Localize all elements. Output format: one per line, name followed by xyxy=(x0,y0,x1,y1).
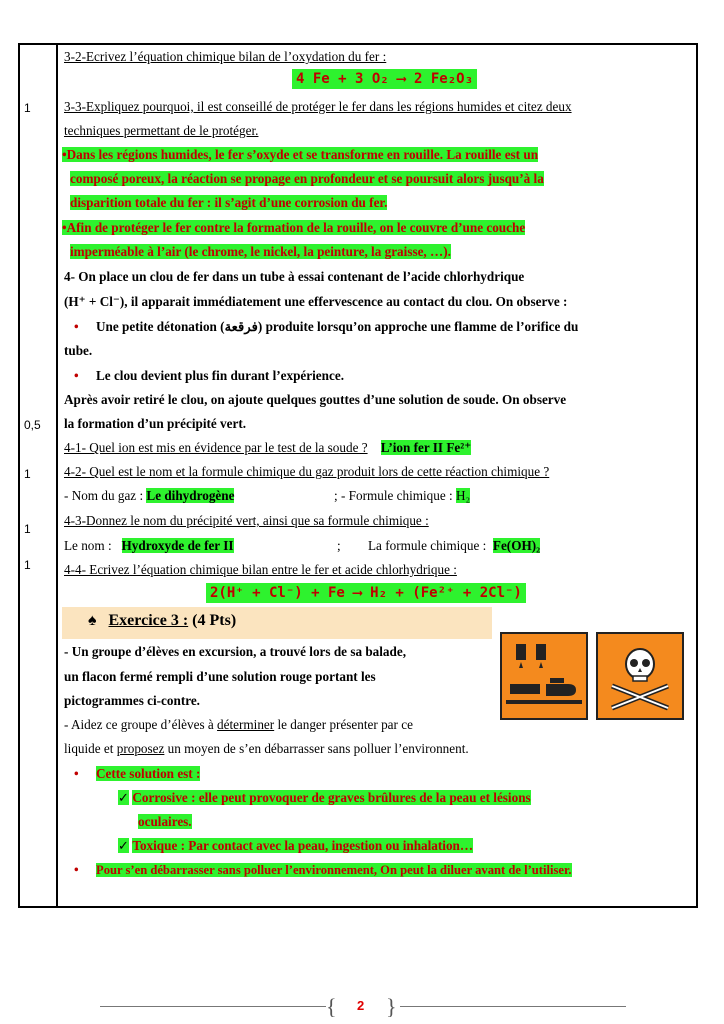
exercise-3-title: Exercice 3 : xyxy=(108,612,189,629)
precipitate-formula-answer: Fe(OH)₂ xyxy=(492,538,541,553)
solution-disposal: Pour s’en débarrasser sans polluer l’environnement, On peut la diluer avant de l’utiliser. xyxy=(96,863,572,877)
check-icon: ✓ xyxy=(118,790,130,805)
exercise-3-text: un flacon fermé rempli d’une solution rouge portant les xyxy=(64,669,376,684)
question-3-2: 3-2-Ecrivez l’équation chimique bilan de l’oxydation du fer : xyxy=(64,49,387,64)
answer-rust-line: •Dans les régions humides, le fer s’oxyde et se transforme en rouille. La rouille est un xyxy=(62,147,539,162)
footer-rule-left xyxy=(100,1006,326,1007)
exercise-3-task: - Aidez ce groupe d’élèves à xyxy=(64,717,214,732)
corrosive-icon xyxy=(502,634,586,718)
part-4-soda: Après avoir retiré le clou, on ajoute quelques gouttes d’une solution de soude. On observe xyxy=(64,392,567,407)
exercise-3-task: le danger présenter par ce xyxy=(277,717,413,732)
spade-icon: ♠ xyxy=(88,612,97,629)
question-4-3: 4-3-Donnez le nom du précipité vert, ainsi que sa formule chimique : xyxy=(64,513,429,528)
answer-protection-line: imperméable à l’air (le chrome, le nickel, la peinture, la graisse, …). xyxy=(70,244,451,259)
gas-formula-answer: H₂ xyxy=(455,488,471,503)
solution-heading: Cette solution est : xyxy=(96,766,201,781)
solution-corrosive: Corrosive : elle peut provoquer de graves brûlures de la peau et lésions xyxy=(132,790,531,805)
score-mark: 1 xyxy=(24,558,31,572)
exercise-3-points: (4 Pts) xyxy=(192,612,237,629)
equation-oxidation: 4 Fe + 3 O₂ ⟶ 2 Fe₂O₃ xyxy=(292,69,477,89)
question-4-1: 4-1- Quel ion est mis en évidence par le test de la soude ? xyxy=(64,440,368,455)
footer-brace-left: { xyxy=(326,994,337,1019)
precipitate-name-label: Le nom : xyxy=(64,538,112,553)
exercise-3-task: liquide et xyxy=(64,741,114,756)
answer-protection-line: •Afin de protéger le fer contre la formation de la rouille, on le couvre d’une couche xyxy=(62,220,526,235)
skull-crossbones-icon xyxy=(598,634,682,718)
part-4-intro-cont: (H⁺ + Cl⁻), il apparait immédiatement une effervescence au contact du clou. On observe : xyxy=(64,294,568,309)
score-mark: 1 xyxy=(24,101,31,115)
footer-rule-right xyxy=(400,1006,626,1007)
score-mark: 1 xyxy=(24,522,31,536)
observation-1: Une petite détonation (فرقعة) produite lorsqu’on approche une flamme de l’orifice du xyxy=(96,319,579,334)
answer-rust-line: disparition totale du fer : il s’agit d’une corrosion du fer. xyxy=(70,195,388,210)
toxic-pictogram xyxy=(596,632,684,720)
solution-toxic: Toxique : Par contact avec la peau, ingestion ou inhalation… xyxy=(132,838,474,853)
exercise-3-text: - Un groupe d’élèves en excursion, a trouvé lors de sa balade, xyxy=(64,644,407,659)
gas-name-label: - Nom du gaz : xyxy=(64,488,144,503)
check-icon: ✓ xyxy=(118,838,130,853)
exercise-3-text: pictogrammes ci-contre. xyxy=(64,693,200,708)
exercise-3-task-verb: proposez xyxy=(116,741,165,756)
precipitate-name-answer: Hydroxyde de fer II xyxy=(121,538,234,553)
question-3-3-cont: techniques permettant de le protéger. xyxy=(64,123,259,138)
answer-4-1: L’ion fer II Fe²⁺ xyxy=(380,440,472,455)
answer-rust-line: composé poreux, la réaction se propage en profondeur et se poursuit alors jusqu’à la xyxy=(70,171,544,186)
gas-formula-label: ; - Formule chimique : xyxy=(334,488,453,503)
precipitate-formula-label: La formule chimique : xyxy=(368,538,487,553)
solution-corrosive-cont: oculaires. xyxy=(138,814,192,829)
page-number: 2 xyxy=(357,998,365,1013)
question-4-2: 4-2- Quel est le nom et la formule chimique du gaz produit lors de cette réaction chimique ? xyxy=(64,464,550,479)
margin-divider xyxy=(56,43,58,908)
score-mark: 1 xyxy=(24,467,31,481)
observation-1-cont: tube. xyxy=(64,343,93,358)
score-mark: 0,5 xyxy=(24,418,41,432)
question-3-3: 3-3-Expliquez pourquoi, il est conseillé de protéger le fer dans les régions humides et citez deux xyxy=(64,99,572,114)
equation-acid: 2(H⁺ + Cl⁻) + Fe ⟶ H₂ + (Fe²⁺ + 2Cl⁻) xyxy=(206,583,526,603)
part-4-intro: 4- On place un clou de fer dans un tube à essai contenant de l’acide chlorhydrique xyxy=(64,269,525,284)
footer-brace-right: } xyxy=(386,994,397,1019)
question-4-4: 4-4- Ecrivez l’équation chimique bilan entre le fer et acide chlorhydrique : xyxy=(64,562,457,577)
precipitate-separator: ; xyxy=(337,538,341,553)
exercise-3-task-verb: déterminer xyxy=(217,717,275,732)
gas-name-answer: Le dihydrogène xyxy=(146,488,235,503)
observation-2: Le clou devient plus fin durant l’expérience. xyxy=(96,368,344,383)
exercise-3-task: un moyen de s’en débarrasser sans polluer l’environnent. xyxy=(167,741,469,756)
part-4-soda-cont: la formation d’un précipité vert. xyxy=(64,416,247,431)
corrosive-pictogram xyxy=(500,632,588,720)
